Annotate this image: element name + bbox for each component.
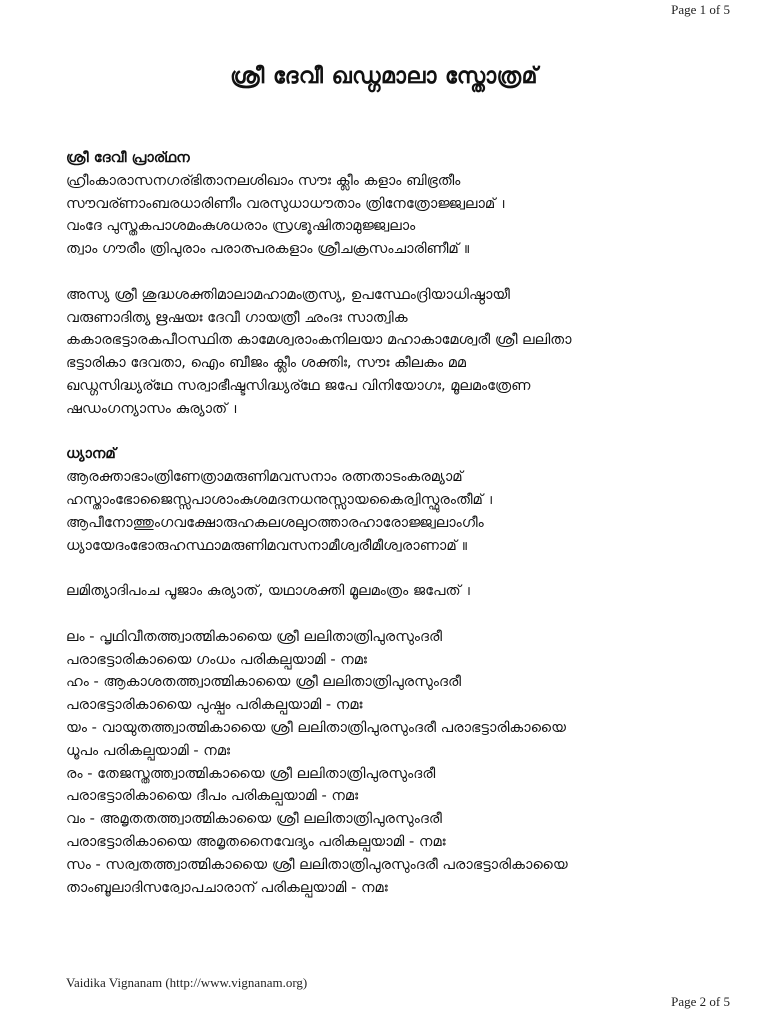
puja-line: രം - തേജസ്തത്ത്വാത്മികായൈ ശ്രീ ലലിതാത്രിപുരസുംദരീ xyxy=(66,764,436,782)
paragraph-gap xyxy=(66,261,736,284)
puja-line: താംബൂലാദിസര്വോപചാരാന് പരികല്പയാമി - നമഃ xyxy=(66,878,388,896)
puja-line: യം - വായുതത്ത്വാത്മികായൈ ശ്രീ ലലിതാത്രിപുരസുംദരീ പരാഭട്ടാരികായൈ xyxy=(66,718,567,736)
page-number-top: Page 1 of 5 xyxy=(671,2,730,17)
puja-line: പരാഭട്ടാരികായൈ ദീപം പരികല്പയാമി - നമഃ xyxy=(66,787,359,805)
page-number-bottom: Page 2 of 5 xyxy=(671,994,730,1009)
viniyoga-line: കകാരഭട്ടാരകപീഠസ്ഥിത കാമേശ്വരാംകനിലയാ മഹാകാമേശ്വരീ ശ്രീ ലലിതാ xyxy=(66,331,572,349)
prarthana-line: ഹ്രീംകാരാസനഗര്ഭിതാനലശിഖാം സൗഃ ക്ലീം കളാം ബിഭ്രതീം xyxy=(66,171,461,189)
prarthana-heading: ശ്രീ ദേവീ പ്രാര്ഥന xyxy=(66,149,190,166)
puja-line: വം - അമൃതതത്ത്വാത്മികായൈ ശ്രീ ലലിതാത്രിപുരസുംദരീ xyxy=(66,810,442,828)
document-title: ശ്രീ ദേവീ ഖഡ്ഗമാലാ സ്തോത്രമ് xyxy=(230,64,538,89)
panchapuja-line: ലമിത്യാദിപംച പൂജാം കുര്യാത്, യഥാശക്തി മൂലമംത്രം ജപേത് । xyxy=(66,582,473,600)
puja-line: സം - സര്വതത്ത്വാത്മികായൈ ശ്രീ ലലിതാത്രിപുരസുംദരീ പരാഭട്ടാരികായൈ xyxy=(66,855,568,873)
puja-line: ഹം - ആകാശതത്ത്വാത്മികായൈ ശ്രീ ലലിതാത്രിപുരസുംദരീ xyxy=(66,673,462,691)
dhyanam-line: ആരക്താഭാംത്രിണേത്രാമരുണിമവസനാം രത്നതാടംകരമ്യാമ് xyxy=(66,468,463,486)
prarthana-line: സൗവര്ണാംബരധാരിണീം വരസുധാധൗതാം ത്രിനേത്രോജ്ജ്വലാമ് । xyxy=(66,194,508,212)
paragraph-gap xyxy=(66,603,736,626)
dhyanam-line: ആപീനോത്തുംഗവക്ഷോരുഹകലശലുഠത്താരഹാരോജ്ജ്വലാംഗീം xyxy=(66,513,484,531)
puja-line: പരാഭട്ടാരികായൈ അമൃതനൈവേദ്യം പരികല്പയാമി - നമഃ xyxy=(66,832,446,850)
dhyanam-line: ധ്യായേദംഭോരുഹസ്ഥാമരുണിമവസനാമീശ്വരീമീശ്വരാണാമ് ॥ xyxy=(66,536,469,554)
puja-line: പരാഭട്ടാരികായൈ ഗംധം പരികല്പയാമി - നമഃ xyxy=(66,650,367,668)
viniyoga-line: അസ്യ ശ്രീ ശുദ്ധശക്തിമാലാമഹാമംത്രസ്യ, ഉപസ്ഥേംദ്രിയാധിഷ്ഠായീ xyxy=(66,285,510,303)
puja-line: ലം - പൃഥിവീതത്ത്വാത്മികായൈ ശ്രീ ലലിതാത്രിപുരസുംദരീ xyxy=(66,627,443,645)
document-body xyxy=(66,147,736,899)
footer-source: Vaidika Vignanam (http://www.vignanam.org) xyxy=(66,975,308,990)
puja-line: ധൂപം പരികല്പയാമി - നമഃ xyxy=(66,741,230,759)
viniyoga-line: ഷഡംഗന്യാസം കുര്യാത് । xyxy=(66,399,240,417)
viniyoga-line: ഭട്ടാരികാ ദേവതാ, ഐം ബീജം ക്ലീം ശക്തിഃ, സൗഃ കീലകം മമ xyxy=(66,354,467,372)
dhyanam-heading: ധ്യാനമ് xyxy=(66,445,116,463)
dhyanam-line: ഹസ്താംഭോജൈസ്സപാശാംകുശമദനധനുസ്സായകൈര്വിസ്ഫുരംതീമ് । xyxy=(66,490,495,508)
paragraph-gap xyxy=(66,557,736,580)
prarthana-line: വംദേ പുസ്തകപാശമംകുശധരാം സ്രഗ്ഭൂഷിതാമുജ്ജ്വലാം xyxy=(66,217,416,235)
prarthana-line: ത്വാം ഗൗരീം ത്രിപുരാം പരാത്പരകളാം ശ്രീചക്രസംചാരിണീമ് ॥ xyxy=(66,240,471,258)
viniyoga-line: ഖഡ്ഗസിദ്ധ്യര്ഥേ സര്വാഭീഷ്ടസിദ്ധ്യര്ഥേ ജപേ വിനിയോഗഃ, മൂലമംത്രേണ xyxy=(66,376,531,394)
puja-line: പരാഭട്ടാരികായൈ പുഷ്പം പരികല്പയാമി - നമഃ xyxy=(66,696,363,714)
viniyoga-line: വരുണാദിത്യ ഋഷയഃ ദേവീ ഗായത്രീ ഛംദഃ സാത്വിക xyxy=(66,308,408,326)
paragraph-gap xyxy=(66,421,736,444)
